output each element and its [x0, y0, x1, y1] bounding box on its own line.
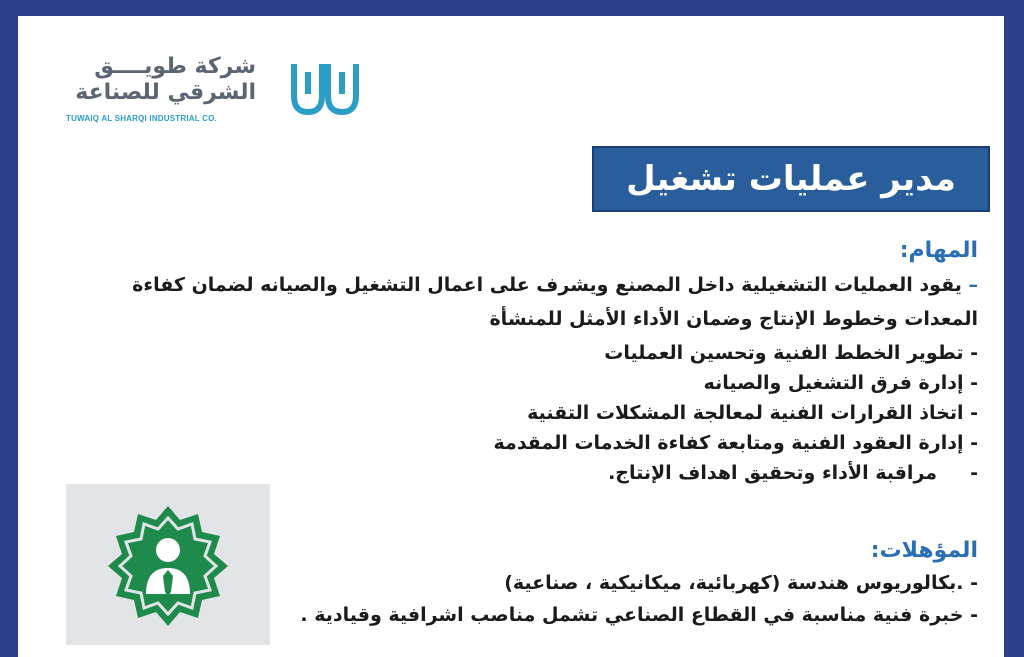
company-logo: [66, 52, 366, 142]
logo-name-line2: الشرقي للصناعة: [75, 80, 256, 105]
list-item: - إدارة فرق التشغيل والصيانه: [703, 372, 978, 394]
qualifications-heading: المؤهلات:: [870, 538, 978, 563]
title-banner: [592, 146, 990, 212]
list-item: - .بكالوريوس هندسة (كهربائية، ميكانيكية ، صناعية): [504, 572, 978, 594]
list-item: – يقود العمليات التشغيلية داخل المصنع ويشرف على اعمال التشغيل والصيانه لضمان كفاءة: [132, 274, 978, 296]
list-item: المعدات وخطوط الإنتاج وضمان الأداء الأمثل للمنشأة: [489, 308, 978, 330]
list-item: - تطوير الخطط الفنية وتحسين العمليات: [604, 342, 978, 364]
logo-name-line1: شركة طويــــق: [94, 54, 256, 79]
employee-badge-icon: [106, 504, 230, 628]
logo-mark-icon: [290, 60, 366, 124]
document-page: [18, 16, 1004, 657]
logo-name-english: TUWAIQ AL SHARQI INDUSTRIAL CO.: [66, 114, 217, 123]
tasks-heading: المهام:: [899, 238, 978, 263]
list-item: - اتخاذ القرارات الفنية لمعالجة المشكلات التقنية: [527, 402, 978, 424]
list-item: - خبرة فنية مناسبة في القطاع الصناعي تشمل مناصب اشرافية وقيادية .: [300, 604, 978, 626]
job-title: مدير عمليات تشغيل: [626, 159, 956, 199]
manager-badge-illustration: [66, 484, 270, 645]
list-item: - مراقبة الأداء وتحقيق اهداف الإنتاج.: [608, 462, 978, 484]
list-item: - إدارة العقود الفنية ومتابعة كفاءة الخدمات المقدمة: [493, 432, 978, 454]
